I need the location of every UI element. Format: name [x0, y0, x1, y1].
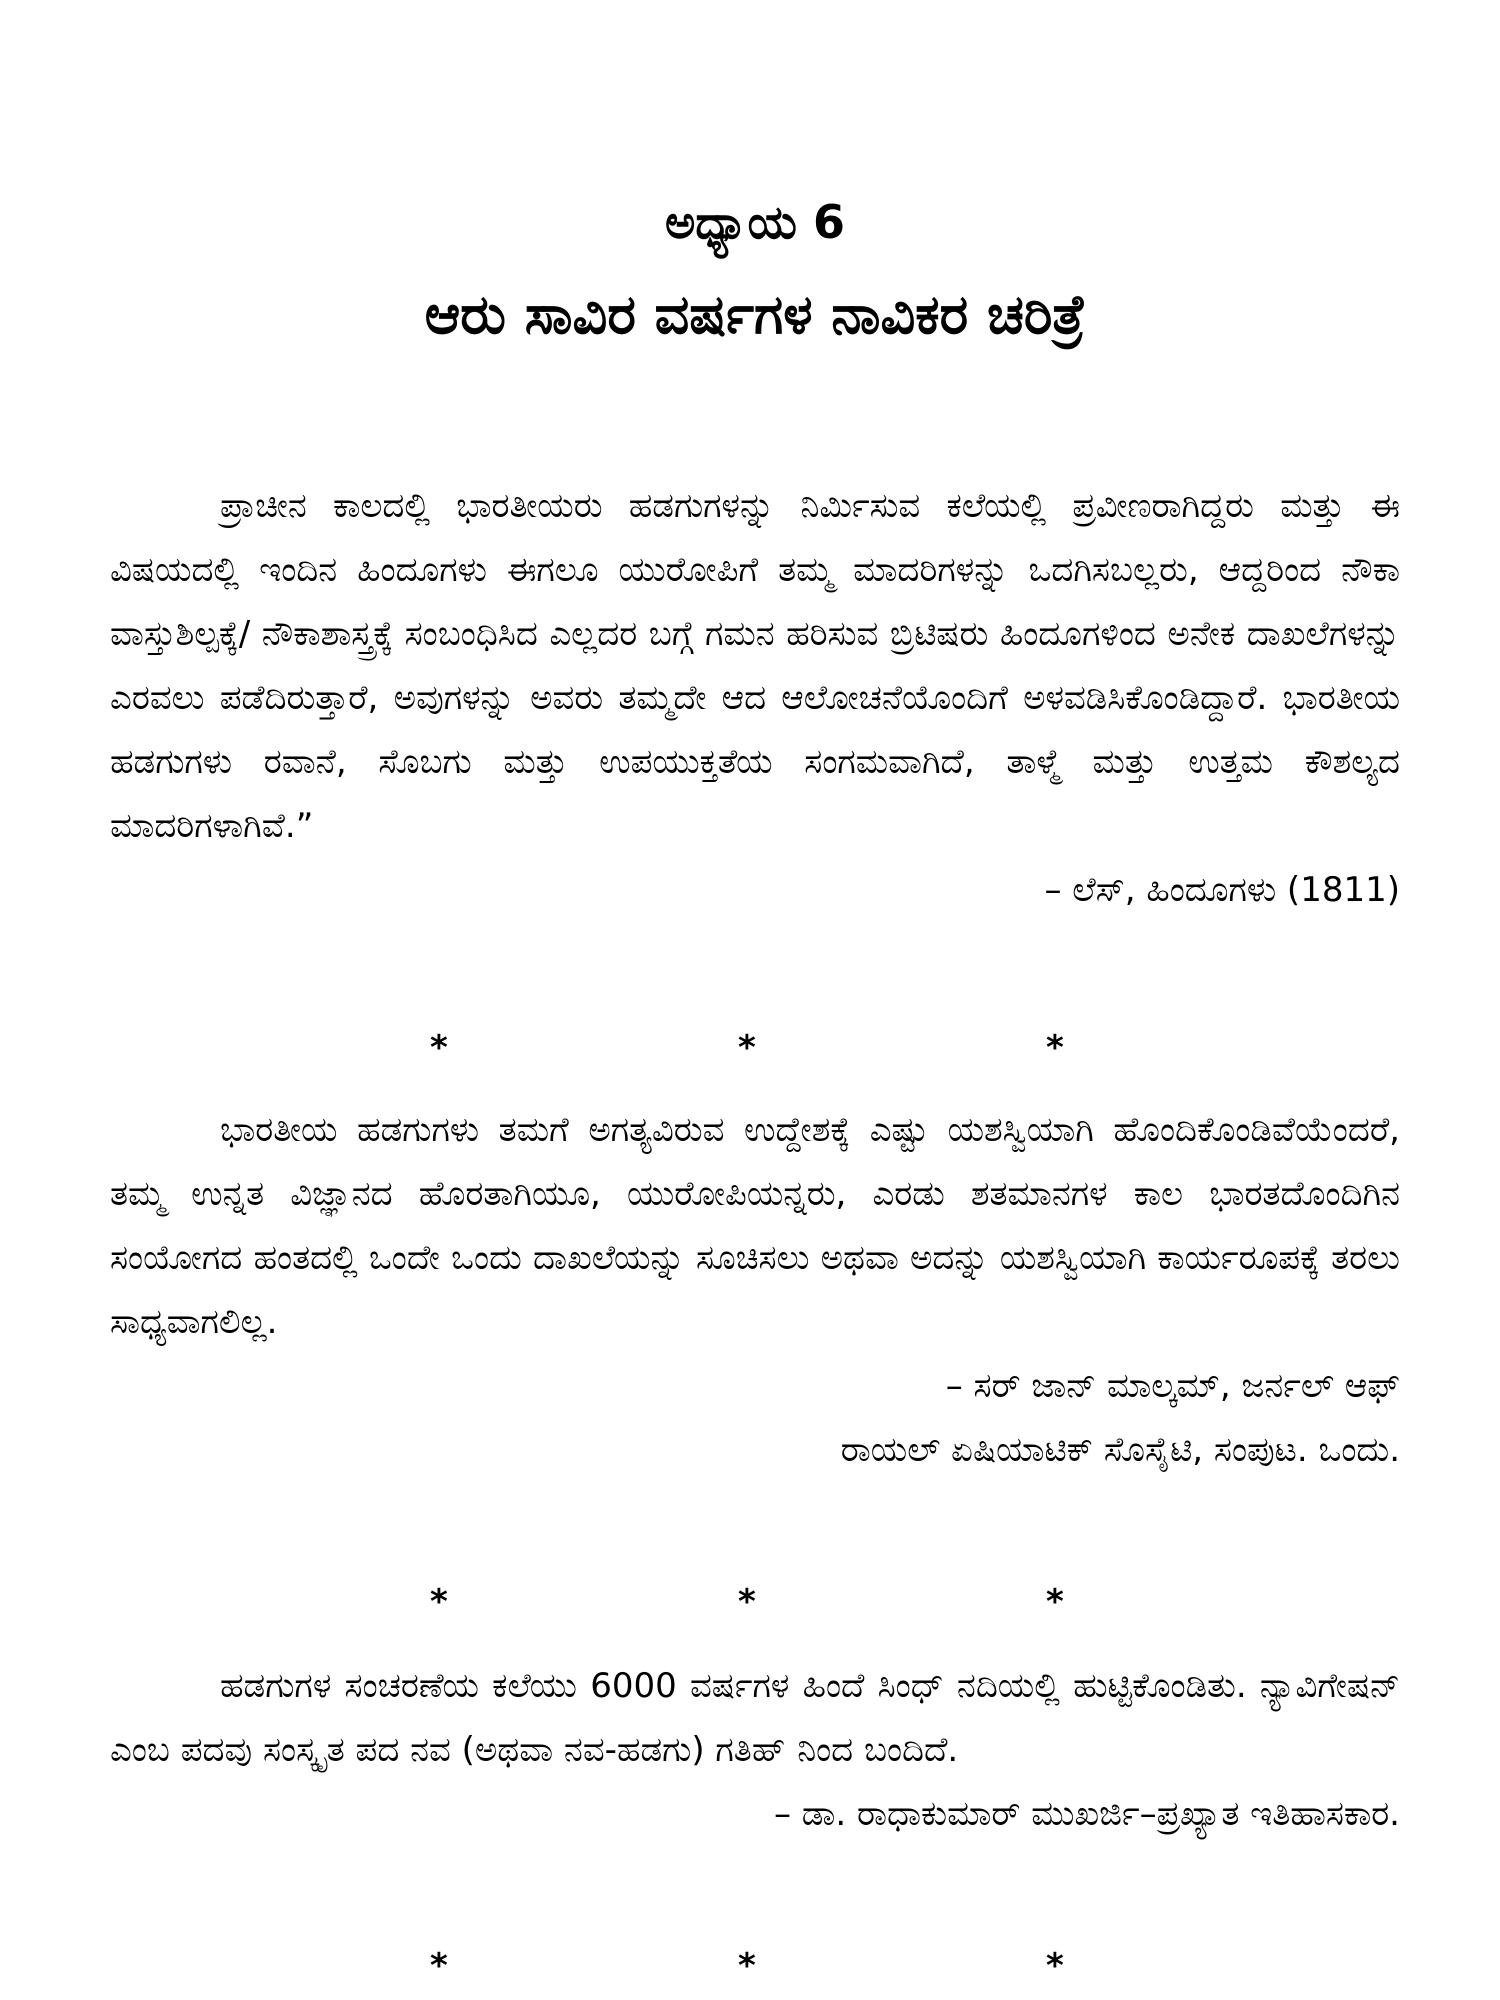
section-separator-1: [110, 1028, 1400, 1068]
book-page: [110, 0, 1400, 2000]
separator-star: *: [430, 1582, 448, 1622]
separator-star: *: [1046, 1582, 1064, 1622]
chapter-title: ಆರು ಸಾವಿರ ವರ್ಷಗಳ ನಾವಿಕರ ಚರಿತ್ರೆ: [424, 283, 1086, 346]
quote-text-3: ಹಡಗುಗಳ ಸಂಚರಣೆಯ ಕಲೆಯು 6000 ವರ್ಷಗಳ ಹಿಂದೆ ಸಿಂಧ್ ನದಿಯಲ್ಲಿ ಹುಟ್ಟಿಕೊಂಡಿತು. ನ್ಯಾವಿಗೇಷನ್ ಎಂಬ ಪದವು ಸಂಸ್ಕೃತ ಪದ ನವ (ಅಥವಾ ನವ-ಹಡಗು) ಗತಿಹ್ ನಿಂದ ಬಂದಿದೆ.: [110, 1666, 1400, 1770]
separator-star: *: [738, 1582, 756, 1622]
quote-attribution-2-line-1: – ಸರ್ ಜಾನ್ ಮಾಲ್ಕಮ್, ಜರ್ನಲ್ ಆಫ್: [945, 1366, 1400, 1406]
separator-star: *: [738, 1946, 756, 1986]
separator-star: *: [1046, 1946, 1064, 1986]
quote-attribution-2-line-2: ರಾಯಲ್ ಏಷಿಯಾಟಿಕ್ ಸೊಸೈಟಿ, ಸಂಪುಟ. ಒಂದು.: [840, 1430, 1400, 1470]
quote-block-3: [110, 1654, 1400, 1846]
section-separator-2: [110, 1582, 1400, 1622]
quote-attribution-1: – ಲೆಸ್, ಹಿಂದೂಗಳು (1811): [1044, 870, 1400, 910]
quote-text-2: ಭಾರತೀಯ ಹಡಗುಗಳು ತಮಗೆ ಅಗತ್ಯವಿರುವ ಉದ್ದೇಶಕ್ಕೆ ಎಷ್ಟು ಯಶಸ್ವಿಯಾಗಿ ಹೊಂದಿಕೊಂಡಿವೆಯೆಂದರೆ, ತಮ್ಮ ಉನ್ನತ ವಿಜ್ಞಾನದ ಹೊರತಾಗಿಯೂ, ಯುರೋಪಿಯನ್ನರು, ಎರಡು ಶತಮಾನಗಳ ಕಾಲ ಭಾರತದೊಂದಿಗಿನ ಸಂಯೋಗದ ಹಂತದಲ್ಲಿ ಒಂದೇ ಒಂದು ದಾಖಲೆಯನ್ನು ಸೂಚಿಸಲು ಅಥವಾ ಅದನ್ನು ಯಶಸ್ವಿಯಾಗಿ ಕಾರ್ಯರೂಪಕ್ಕೆ ತರಲು ಸಾಧ್ಯವಾಗಲಿಲ್ಲ.: [110, 1110, 1400, 1342]
section-separator-3: [110, 1946, 1400, 1986]
separator-star: *: [430, 1028, 448, 1068]
quote-text-1: ಪ್ರಾಚೀನ ಕಾಲದಲ್ಲಿ ಭಾರತೀಯರು ಹಡಗುಗಳನ್ನು ನಿರ್ಮಿಸುವ ಕಲೆಯಲ್ಲಿ ಪ್ರವೀಣರಾಗಿದ್ದರು ಮತ್ತು ಈ ವಿಷಯದಲ್ಲಿ ಇಂದಿನ ಹಿಂದೂಗಳು ಈಗಲೂ ಯುರೋಪಿಗೆ ತಮ್ಮ ಮಾದರಿಗಳನ್ನು ಒದಗಿಸಬಲ್ಲರು, ಆದ್ದರಿಂದ ನೌಕಾ ವಾಸ್ತುಶಿಲ್ಪಕ್ಕೆ/ ನೌಕಾಶಾಸ್ತ್ರಕ್ಕೆ ಸಂಬಂಧಿಸಿದ ಎಲ್ಲದರ ಬಗ್ಗೆ ಗಮನ ಹರಿಸುವ ಬ್ರಿಟಿಷರು ಹಿಂದೂಗಳಿಂದ ಅನೇಕ ದಾಖಲೆಗಳನ್ನು ಎರವಲು ಪಡೆದಿರುತ್ತಾರೆ, ಅವುಗಳನ್ನು ಅವರು ತಮ್ಮದೇ ಆದ ಆಲೋಚನೆಯೊಂದಿಗೆ ಅಳವಡಿಸಿಕೊಂಡಿದ್ದಾರೆ. ಭಾರತೀಯ ಹಡಗುಗಳು ರವಾನೆ, ಸೊಬಗು ಮತ್ತು ಉಪಯುಕ್ತತೆಯ ಸಂಗಮವಾಗಿದೆ, ತಾಳ್ಮೆ ಮತ್ತು ಉತ್ತಮ ಕೌಶಲ್ಯದ ಮಾದರಿಗಳಾಗಿವೆ.”: [110, 486, 1400, 846]
quote-block-1: [110, 474, 1400, 922]
separator-star: *: [430, 1946, 448, 1986]
quote-attribution-3: – ಡಾ. ರಾಧಾಕುಮಾರ್ ಮುಖರ್ಜಿ–ಪ್ರಖ್ಯಾತ ಇತಿಹಾಸಕಾರ.: [773, 1794, 1400, 1834]
separator-star: *: [1046, 1028, 1064, 1068]
separator-star: *: [738, 1028, 756, 1068]
chapter-number: ಅಧ್ಯಾಯ 6: [665, 195, 845, 249]
quote-block-2: [110, 1098, 1400, 1482]
